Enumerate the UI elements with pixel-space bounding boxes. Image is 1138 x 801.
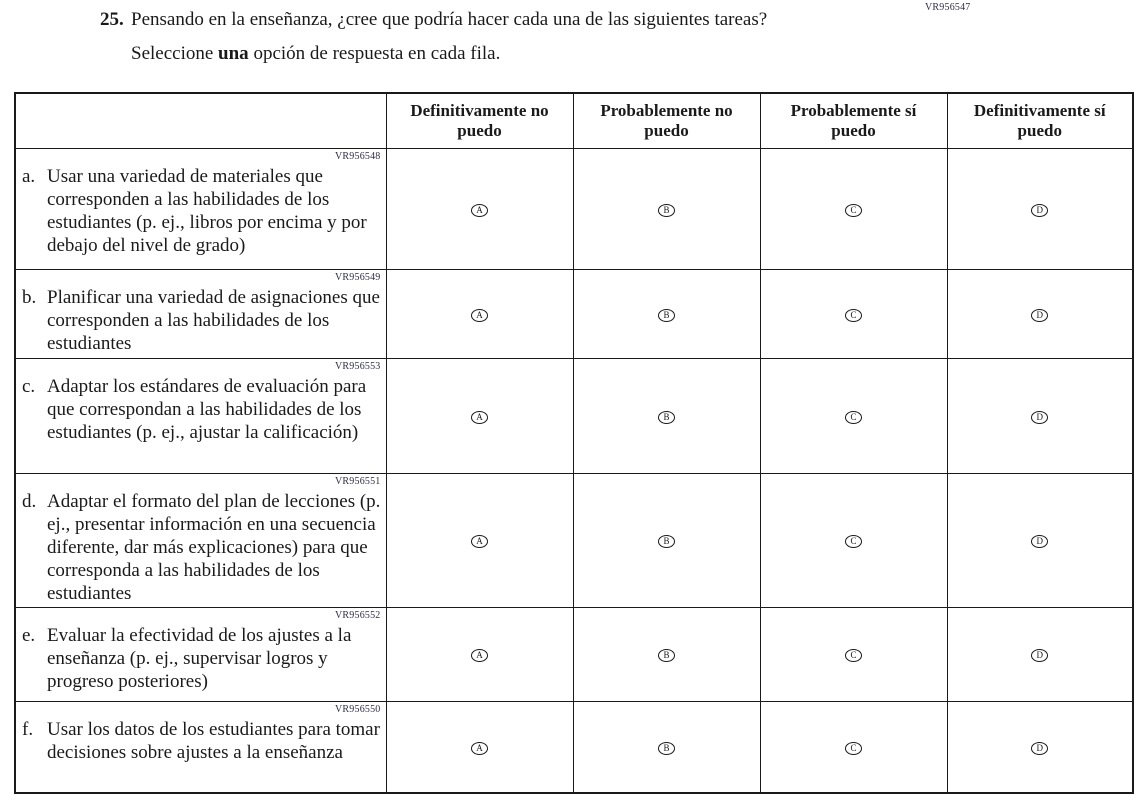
answer-cell-f-C xyxy=(760,701,947,793)
item-text-d: Adaptar el formato del plan de lecciones (p. ej., presentar información en una secuencia diferente, dar más explicaciones) para que corresponda a las habilidades de los estudiantes xyxy=(47,490,381,604)
table-row-b xyxy=(15,269,1133,358)
item-text-b: Planificar una variedad de asignaciones que corresponden a las habilidades de los estudiantes xyxy=(47,286,380,354)
option-bubble-e-C[interactable]: C xyxy=(845,649,862,662)
instruction-prefix: Seleccione xyxy=(131,43,219,64)
item-text-c: Adaptar los estándares de evaluación para que correspondan a las habilidades de los estudiantes (p. ej., ajustar la calificación) xyxy=(47,375,367,443)
option-bubble-a-B[interactable]: B xyxy=(658,204,675,217)
answer-cell-c-B xyxy=(573,358,760,473)
answer-cell-a-B xyxy=(573,148,760,269)
stem-cell-e xyxy=(15,607,386,701)
option-bubble-c-D[interactable]: D xyxy=(1031,411,1048,424)
option-bubble-b-D[interactable]: D xyxy=(1031,309,1048,322)
response-matrix-table xyxy=(14,92,1134,794)
answer-cell-a-D xyxy=(947,148,1133,269)
option-bubble-d-C[interactable]: C xyxy=(845,535,862,548)
option-bubble-d-B[interactable]: B xyxy=(658,535,675,548)
row-code-f: VR956550 xyxy=(335,703,381,715)
option-bubble-b-A[interactable]: A xyxy=(471,309,488,322)
stem-cell-b xyxy=(15,269,386,358)
stem-cell-a xyxy=(15,148,386,269)
answer-cell-a-A xyxy=(386,148,573,269)
header-row xyxy=(15,93,1133,148)
row-code-e: VR956552 xyxy=(335,609,381,621)
option-bubble-f-A[interactable]: A xyxy=(471,742,488,755)
row-code-d: VR956551 xyxy=(335,475,381,487)
item-letter-c: c. xyxy=(22,375,36,397)
instruction-bold: una xyxy=(218,43,249,64)
row-code-a: VR956548 xyxy=(335,150,381,162)
question-text: Pensando en la enseñanza, ¿cree que podría hacer cada una de las siguientes tareas? xyxy=(131,9,768,30)
answer-cell-b-A xyxy=(386,269,573,358)
answer-cell-b-D xyxy=(947,269,1133,358)
item-letter-f: f. xyxy=(22,718,34,740)
header-definitivamente-si: Definitivamente sí puedo xyxy=(947,93,1133,148)
option-bubble-b-B[interactable]: B xyxy=(658,309,675,322)
option-bubble-d-A[interactable]: A xyxy=(471,535,488,548)
answer-cell-f-A xyxy=(386,701,573,793)
item-letter-e: e. xyxy=(22,624,36,646)
option-bubble-c-C[interactable]: C xyxy=(845,411,862,424)
option-bubble-a-C[interactable]: C xyxy=(845,204,862,217)
option-bubble-f-D[interactable]: D xyxy=(1031,742,1048,755)
table-row-c xyxy=(15,358,1133,473)
answer-cell-e-C xyxy=(760,607,947,701)
question-instruction xyxy=(131,42,1000,66)
question-block xyxy=(100,8,1000,66)
table-row-e xyxy=(15,607,1133,701)
answer-cell-c-D xyxy=(947,358,1133,473)
instruction-suffix: opción de respuesta en cada fila. xyxy=(248,43,501,64)
option-bubble-e-B[interactable]: B xyxy=(658,649,675,662)
item-letter-b: b. xyxy=(22,286,37,308)
item-text-e: Evaluar la efectividad de los ajustes a la enseñanza (p. ej., supervisar logros y progreso posteriores) xyxy=(47,624,352,692)
answer-cell-e-B xyxy=(573,607,760,701)
answer-cell-b-B xyxy=(573,269,760,358)
answer-cell-c-C xyxy=(760,358,947,473)
answer-cell-a-C xyxy=(760,148,947,269)
stem-cell-c xyxy=(15,358,386,473)
answer-cell-e-D xyxy=(947,607,1133,701)
option-bubble-e-D[interactable]: D xyxy=(1031,649,1048,662)
row-code-c: VR956553 xyxy=(335,360,381,372)
option-bubble-e-A[interactable]: A xyxy=(471,649,488,662)
stem-cell-d xyxy=(15,473,386,607)
option-bubble-f-B[interactable]: B xyxy=(658,742,675,755)
option-bubble-b-C[interactable]: C xyxy=(845,309,862,322)
answer-cell-e-A xyxy=(386,607,573,701)
answer-cell-d-A xyxy=(386,473,573,607)
option-bubble-f-C[interactable]: C xyxy=(845,742,862,755)
page-variable-code: VR956547 xyxy=(925,2,971,13)
answer-cell-d-D xyxy=(947,473,1133,607)
option-bubble-d-D[interactable]: D xyxy=(1031,535,1048,548)
header-probablemente-no: Probablemente no puedo xyxy=(573,93,760,148)
row-code-b: VR956549 xyxy=(335,271,381,283)
item-letter-a: a. xyxy=(22,165,36,187)
header-probablemente-si: Probablemente sí puedo xyxy=(760,93,947,148)
question-number: 25. xyxy=(100,9,124,30)
option-bubble-c-B[interactable]: B xyxy=(658,411,675,424)
item-text-a: Usar una variedad de materiales que corresponden a las habilidades de los estudiantes (p. ej., libros por encima y por debajo del nivel de grado) xyxy=(47,165,367,256)
answer-cell-c-A xyxy=(386,358,573,473)
answer-cell-b-C xyxy=(760,269,947,358)
table-row-d xyxy=(15,473,1133,607)
item-letter-d: d. xyxy=(22,490,37,512)
answer-cell-d-B xyxy=(573,473,760,607)
answer-cell-f-B xyxy=(573,701,760,793)
answer-cell-f-D xyxy=(947,701,1133,793)
answer-cell-d-C xyxy=(760,473,947,607)
header-definitivamente-no: Definitivamente no puedo xyxy=(386,93,573,148)
option-bubble-a-D[interactable]: D xyxy=(1031,204,1048,217)
option-bubble-c-A[interactable]: A xyxy=(471,411,488,424)
table-row-a xyxy=(15,148,1133,269)
option-bubble-a-A[interactable]: A xyxy=(471,204,488,217)
item-text-f: Usar los datos de los estudiantes para tomar decisiones sobre ajustes a la enseñanza xyxy=(47,718,380,763)
header-empty-cell xyxy=(15,93,386,148)
table-row-f xyxy=(15,701,1133,793)
stem-cell-f xyxy=(15,701,386,793)
